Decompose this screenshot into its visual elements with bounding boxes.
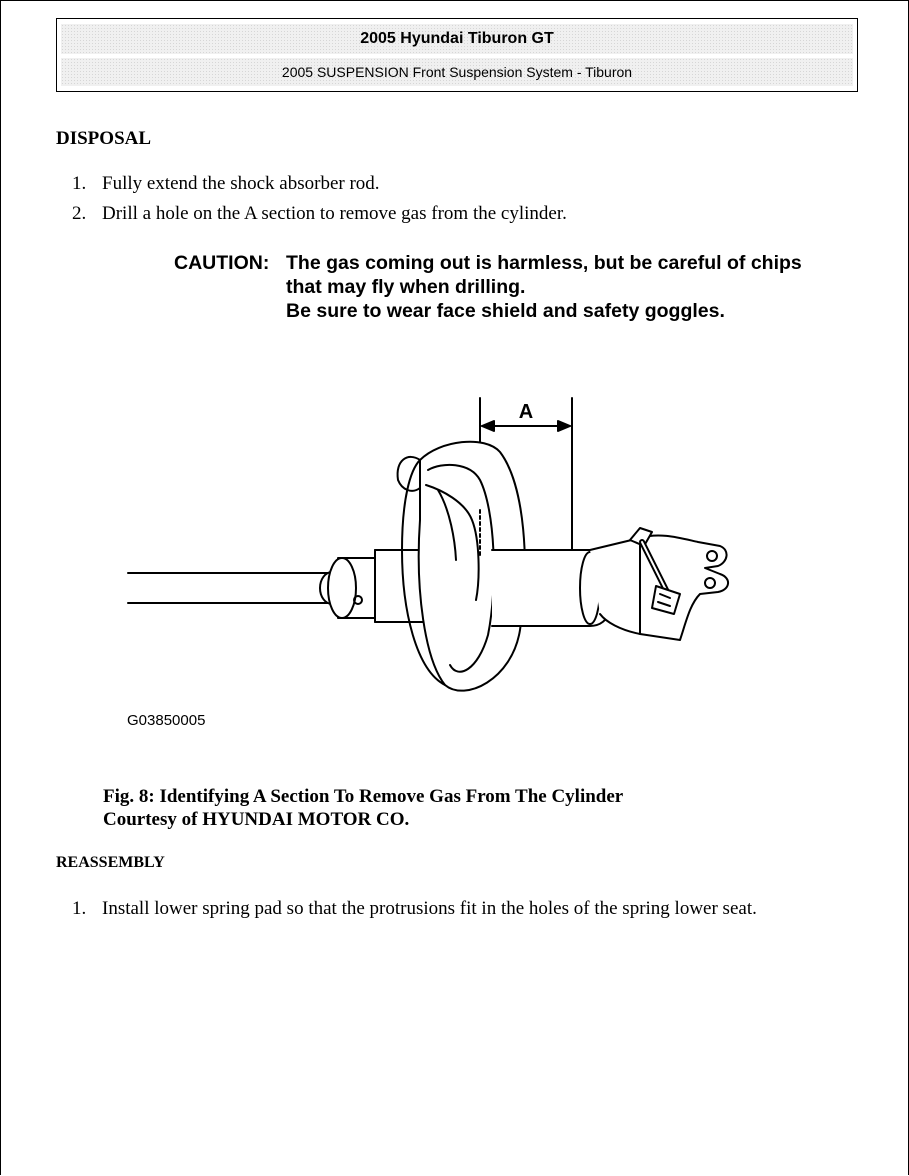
reassembly-heading: REASSEMBLY xyxy=(56,854,165,871)
step-text: Drill a hole on the A section to remove gas from the cylinder. xyxy=(102,203,567,224)
caution-label: CAUTION: xyxy=(174,252,270,274)
reassembly-step-1 xyxy=(72,898,757,920)
piston-rod xyxy=(128,572,344,604)
header-subtitle: 2005 SUSPENSION Front Suspension System - Tiburon xyxy=(61,58,853,86)
figure-caption: Fig. 8: Identifying A Section To Remove Gas From The Cylinder xyxy=(103,786,624,807)
step-text: Install lower spring pad so that the protrusions fit in the holes of the spring lower seat. xyxy=(102,898,757,919)
figure-code: G03850005 xyxy=(127,712,206,729)
figure-courtesy: Courtesy of HYUNDAI MOTOR CO. xyxy=(103,809,410,830)
caution-line-2: that may fly when drilling. xyxy=(286,276,526,298)
dimension-a-label: A xyxy=(518,401,534,423)
header-title: 2005 Hyundai Tiburon GT xyxy=(61,24,853,54)
document-header xyxy=(56,18,858,92)
shock-absorber-figure xyxy=(120,390,740,710)
step-text: Fully extend the shock absorber rod. xyxy=(102,173,380,194)
disposal-step-2 xyxy=(72,203,567,225)
disposal-heading: DISPOSAL xyxy=(56,128,152,149)
disposal-step-1 xyxy=(72,173,380,195)
step-number: 2. xyxy=(72,203,87,224)
step-number: 1. xyxy=(72,173,87,194)
step-number: 1. xyxy=(72,898,87,919)
caution-line-3: Be sure to wear face shield and safety goggles. xyxy=(286,300,725,322)
caution-line-1: The gas coming out is harmless, but be careful of chips xyxy=(286,252,802,274)
